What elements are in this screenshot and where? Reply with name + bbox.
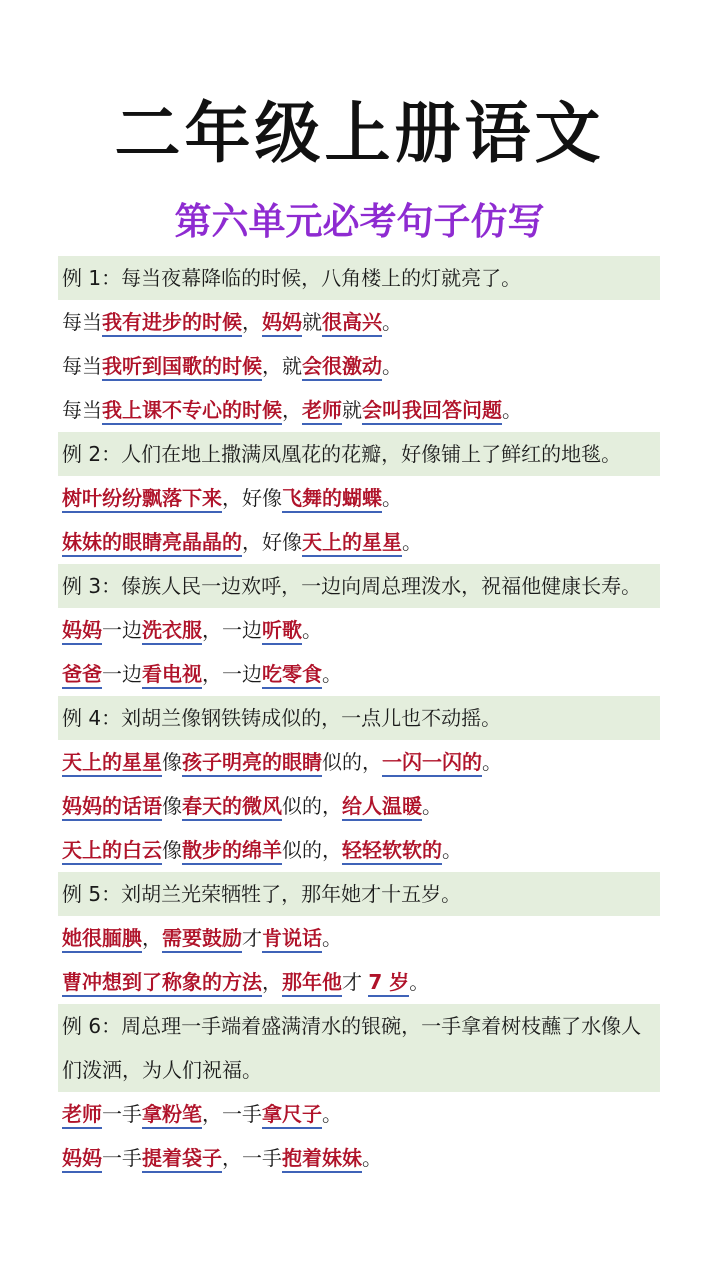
- sentence-text: ，一边: [202, 662, 262, 686]
- page-title: 二年级上册语文: [114, 95, 605, 172]
- imitation-sentence: [58, 740, 660, 784]
- imitation-sentence: [58, 520, 660, 564]
- filled-phrase: 妈妈: [62, 1146, 102, 1173]
- sentence-text: ，一边: [202, 618, 262, 642]
- example-sentence: [58, 872, 660, 916]
- filled-phrase: 树叶纷纷飘落下来: [62, 486, 222, 513]
- example-sentence: [58, 256, 660, 300]
- imitation-sentence: [58, 1136, 660, 1180]
- filled-phrase: 听歌: [262, 618, 302, 645]
- example-sentence: [58, 696, 660, 740]
- filled-phrase: 肯说话: [262, 926, 322, 953]
- sentence-text: ，好像: [222, 486, 282, 510]
- imitation-sentence: [58, 828, 660, 872]
- sentence-text: 。: [442, 838, 462, 862]
- sentence-text: 。: [322, 662, 342, 686]
- filled-phrase: 拿粉笔: [142, 1102, 202, 1129]
- imitation-sentence: [58, 476, 660, 520]
- filled-phrase: 轻轻软软的: [342, 838, 442, 865]
- sentence-text: 一手: [102, 1102, 142, 1126]
- filled-phrase: 我上课不专心的时候: [102, 398, 282, 425]
- sentence-text: 。: [362, 1146, 382, 1170]
- filled-phrase: 提着袋子: [142, 1146, 222, 1173]
- sentence-text: 每当: [62, 398, 102, 422]
- sentence-text: 。: [502, 398, 522, 422]
- filled-phrase: 一闪一闪的: [382, 750, 482, 777]
- sentence-text: 似的，: [322, 750, 382, 774]
- sentence-text: ，一手: [202, 1102, 262, 1126]
- example-sentence: [58, 1004, 660, 1092]
- sentence-text: 例 4：刘胡兰像钢铁铸成似的，一点儿也不动摇。: [62, 706, 502, 730]
- sentence-text: ，好像: [242, 530, 302, 554]
- sentence-text: 。: [409, 970, 430, 994]
- page-subtitle: 第六单元必考句子仿写: [174, 200, 545, 243]
- sentence-text: ，就: [262, 354, 302, 378]
- sentence-text: 。: [382, 310, 402, 334]
- filled-phrase: 妈妈: [262, 310, 302, 337]
- sentence-text: 就: [342, 398, 362, 422]
- filled-phrase: 吃零食: [262, 662, 322, 689]
- filled-phrase: 我有进步的时候: [102, 310, 242, 337]
- imitation-sentence: [58, 960, 660, 1004]
- sentence-text: 。: [402, 530, 422, 554]
- filled-phrase: 洗衣服: [142, 618, 202, 645]
- filled-phrase: 很高兴: [322, 310, 382, 337]
- filled-phrase: 天上的白云: [62, 838, 162, 865]
- sentence-text: 。: [322, 926, 342, 950]
- sentence-text: 每当: [62, 354, 102, 378]
- filled-phrase: 孩子明亮的眼睛: [182, 750, 322, 777]
- sentence-text: 每当: [62, 310, 102, 334]
- sentence-text: 。: [302, 618, 322, 642]
- filled-phrase: 7 岁: [368, 970, 409, 997]
- filled-phrase: 曹冲想到了称象的方法: [62, 970, 262, 997]
- imitation-sentence: [58, 300, 660, 344]
- filled-phrase: 老师: [302, 398, 342, 425]
- sentence-text: 像: [162, 794, 182, 818]
- filled-phrase: 爸爸: [62, 662, 102, 689]
- sentence-text: 。: [382, 354, 402, 378]
- filled-phrase: 看电视: [142, 662, 202, 689]
- filled-phrase: 抱着妹妹: [282, 1146, 362, 1173]
- sentence-text: ，: [142, 926, 162, 950]
- filled-phrase: 需要鼓励: [162, 926, 242, 953]
- sentence-list: [58, 256, 660, 1180]
- sentence-text: 就: [302, 310, 322, 334]
- imitation-sentence: [58, 344, 660, 388]
- sentence-text: 才: [242, 926, 262, 950]
- sentence-text: ，: [242, 310, 262, 334]
- sentence-text: 才: [342, 970, 369, 994]
- sentence-text: 一边: [102, 662, 142, 686]
- filled-phrase: 她很腼腆: [62, 926, 142, 953]
- filled-phrase: 会叫我回答问题: [362, 398, 502, 425]
- filled-phrase: 会很激动: [302, 354, 382, 381]
- sentence-text: 像: [162, 838, 182, 862]
- sentence-text: 。: [422, 794, 442, 818]
- sentence-text: 。: [322, 1102, 342, 1126]
- sentence-text: 似的，: [282, 794, 342, 818]
- filled-phrase: 妹妹的眼睛亮晶晶的: [62, 530, 242, 557]
- filled-phrase: 妈妈的话语: [62, 794, 162, 821]
- filled-phrase: 老师: [62, 1102, 102, 1129]
- filled-phrase: 天上的星星: [62, 750, 162, 777]
- sentence-text: ，: [282, 398, 302, 422]
- imitation-sentence: [58, 1092, 660, 1136]
- imitation-sentence: [58, 916, 660, 960]
- sentence-text: 例 2：人们在地上撒满凤凰花的花瓣，好像铺上了鲜红的地毯。: [62, 442, 622, 466]
- imitation-sentence: [58, 608, 660, 652]
- imitation-sentence: [58, 388, 660, 432]
- example-sentence: [58, 432, 660, 476]
- sentence-text: 例 3：傣族人民一边欢呼，一边向周总理泼水，祝福他健康长寿。: [62, 574, 642, 598]
- sentence-text: 例 6：周总理一手端着盛满清水的银碗，一手拿着树枝蘸了水像人们泼洒，为人们祝福。: [62, 1014, 642, 1082]
- imitation-sentence: [58, 652, 660, 696]
- sentence-text: 似的，: [282, 838, 342, 862]
- sentence-text: 。: [482, 750, 502, 774]
- filled-phrase: 那年他: [282, 970, 342, 997]
- filled-phrase: 拿尺子: [262, 1102, 322, 1129]
- sentence-text: 。: [382, 486, 402, 510]
- imitation-sentence: [58, 784, 660, 828]
- sentence-text: ，一手: [222, 1146, 282, 1170]
- sentence-text: ，: [262, 970, 282, 994]
- filled-phrase: 天上的星星: [302, 530, 402, 557]
- sentence-text: 例 1：每当夜幕降临的时候，八角楼上的灯就亮了。: [62, 266, 522, 290]
- filled-phrase: 给人温暖: [342, 794, 422, 821]
- filled-phrase: 我听到国歌的时候: [102, 354, 262, 381]
- filled-phrase: 飞舞的蝴蝶: [282, 486, 382, 513]
- sentence-text: 一边: [102, 618, 142, 642]
- filled-phrase: 妈妈: [62, 618, 102, 645]
- sentence-text: 像: [162, 750, 182, 774]
- example-sentence: [58, 564, 660, 608]
- sentence-text: 一手: [102, 1146, 142, 1170]
- filled-phrase: 春天的微风: [182, 794, 282, 821]
- filled-phrase: 散步的绵羊: [182, 838, 282, 865]
- sentence-text: 例 5：刘胡兰光荣牺牲了，那年她才十五岁。: [62, 882, 462, 906]
